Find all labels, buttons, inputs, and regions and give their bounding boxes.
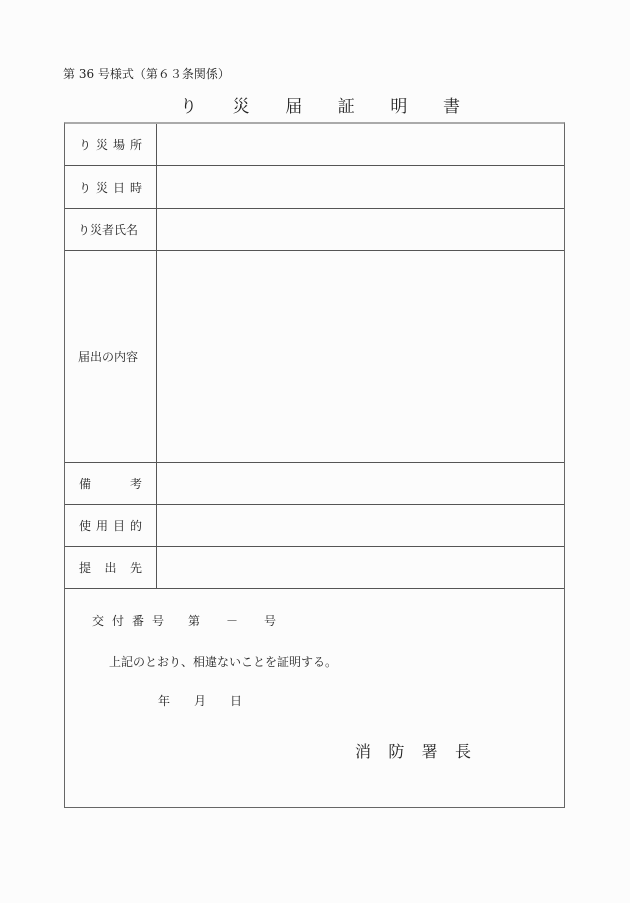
date-row <box>158 692 242 709</box>
label-victim-name: り災者氏名 <box>65 209 157 250</box>
month-label: 月 <box>193 694 206 708</box>
year-label: 年 <box>158 694 171 708</box>
certification-statement: 上記のとおり、相違ないことを証明する。 <box>109 655 338 669</box>
label-remarks: 備 考 <box>65 463 157 504</box>
form-number: 第 36 号様式（第６３条関係） <box>63 67 230 81</box>
certificate-form-table <box>64 122 565 808</box>
issue-number-suffix: 号 <box>264 614 277 628</box>
issue-number-row <box>92 612 276 629</box>
field-remarks[interactable] <box>157 463 564 504</box>
title-char: 届 <box>285 97 303 117</box>
label-report-content: 届出の内容 <box>65 251 157 462</box>
label-disaster-datetime: り 災 日 時 <box>65 166 157 208</box>
row-purpose-of-use <box>65 505 564 547</box>
row-report-content <box>65 251 564 463</box>
field-disaster-location[interactable] <box>157 124 564 165</box>
title-char: 書 <box>442 97 460 117</box>
document-title <box>180 92 460 117</box>
field-purpose-of-use[interactable] <box>157 505 564 546</box>
title-char: り <box>180 97 197 117</box>
signer-fire-station-chief: 消 防 署 長 <box>355 742 471 761</box>
row-victim-name <box>65 209 564 251</box>
issue-number-prefix: 第 <box>188 614 201 628</box>
row-remarks <box>65 463 564 505</box>
title-char: 証 <box>337 97 355 117</box>
issue-number-label: 交 付 番 号 <box>92 614 164 628</box>
label-purpose-of-use: 使 用 目 的 <box>65 505 157 546</box>
row-disaster-location <box>65 124 564 166</box>
field-submit-to[interactable] <box>157 547 564 588</box>
label-submit-to: 提 出 先 <box>65 547 157 588</box>
field-victim-name[interactable] <box>157 209 564 250</box>
field-disaster-datetime[interactable] <box>157 166 564 208</box>
field-report-content[interactable] <box>157 251 564 462</box>
title-char: 災 <box>232 97 250 117</box>
day-label: 日 <box>229 694 242 708</box>
row-submit-to <box>65 547 564 589</box>
title-char: 明 <box>390 97 408 117</box>
certificate-section <box>65 589 564 807</box>
row-disaster-datetime <box>65 166 564 209</box>
label-disaster-location: り 災 場 所 <box>65 124 157 165</box>
issue-number-dash: － <box>226 614 239 628</box>
